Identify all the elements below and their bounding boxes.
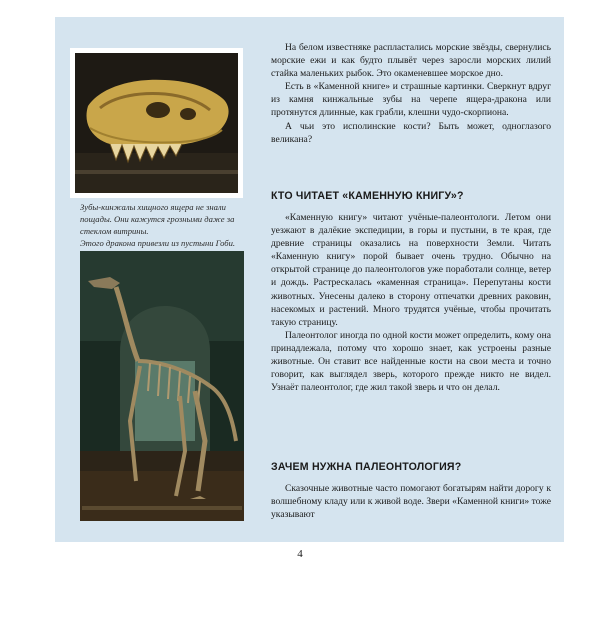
section-heading-who-reads: КТО ЧИТАЕТ «КАМЕННУЮ КНИГУ»? <box>271 190 464 202</box>
page-number: 4 <box>297 548 303 560</box>
section1-paragraph-2: Палеонтолог иногда по одной кости может определить, кому она принадлежала, потому что хорошо знает, как устроены разные животные. Он ставит все найденные кости на свои места и точно говорит, как выглядел зверь, которого прежде никто не видел. Узнаёт палеонтолог, где жил такой зверь и что он делал. <box>271 329 551 394</box>
intro-paragraph-1: На белом известняке распластались морские звёзды, свернулись морские ежи и как будто плывёт через заросли морских лилий стайка маленьких рыбок. Это окаменевшее морское дно. <box>271 42 551 80</box>
dinosaur-skull-photo <box>70 48 243 198</box>
section2-paragraph-1: Сказочные животные часто помогают богатырям найти дорогу к волшебному кладу или к живой воде. Звери «Каменной книги» тоже указывают <box>271 483 551 521</box>
section1-paragraph-1: «Каменную книгу» читают учёные-палеонтологи. Летом они уезжают в далёкие экспедиции, в горы и пустыни, в те края, где древние страницы оказались на поверхности Земли. Читать «Каменную книгу» порой бывает очень трудно. Обычно на открытой странице до палеонтологов уже поработали солнце, ветер и дождь. Растрескалась «каменная страница». Перепутаны кости животных. Унесены далеко в сторону отпечатки древних раковин, насекомых и растений. Много трудятся учёные, чтобы прочитать такую страницу. <box>271 212 551 328</box>
dragon-caption: Этого дракона привезли из пустыни Гоби. <box>80 238 236 248</box>
intro-paragraph-3: А чьи это исполинские кости? Быть может, одноглазого великана? <box>271 120 551 145</box>
skull-caption: Зубы-кинжалы хищного ящера не знали пощады. Они кажутся грозными даже за стеклом витрины. <box>80 202 235 236</box>
dinosaur-skeleton-photo <box>80 251 244 521</box>
section1-text <box>271 211 551 394</box>
section2-text <box>271 482 551 521</box>
section-heading-why-paleontology: ЗАЧЕМ НУЖНА ПАЛЕОНТОЛОГИЯ? <box>271 461 462 473</box>
intro-text <box>271 41 551 146</box>
intro-paragraph-2: Есть в «Каменной книге» и страшные картинки. Сверкнут вдруг из камня кинжальные зубы на черепе ящера-дракона или протянутся длинные, как грабли, клешни чудо-скорпиона. <box>271 81 551 119</box>
